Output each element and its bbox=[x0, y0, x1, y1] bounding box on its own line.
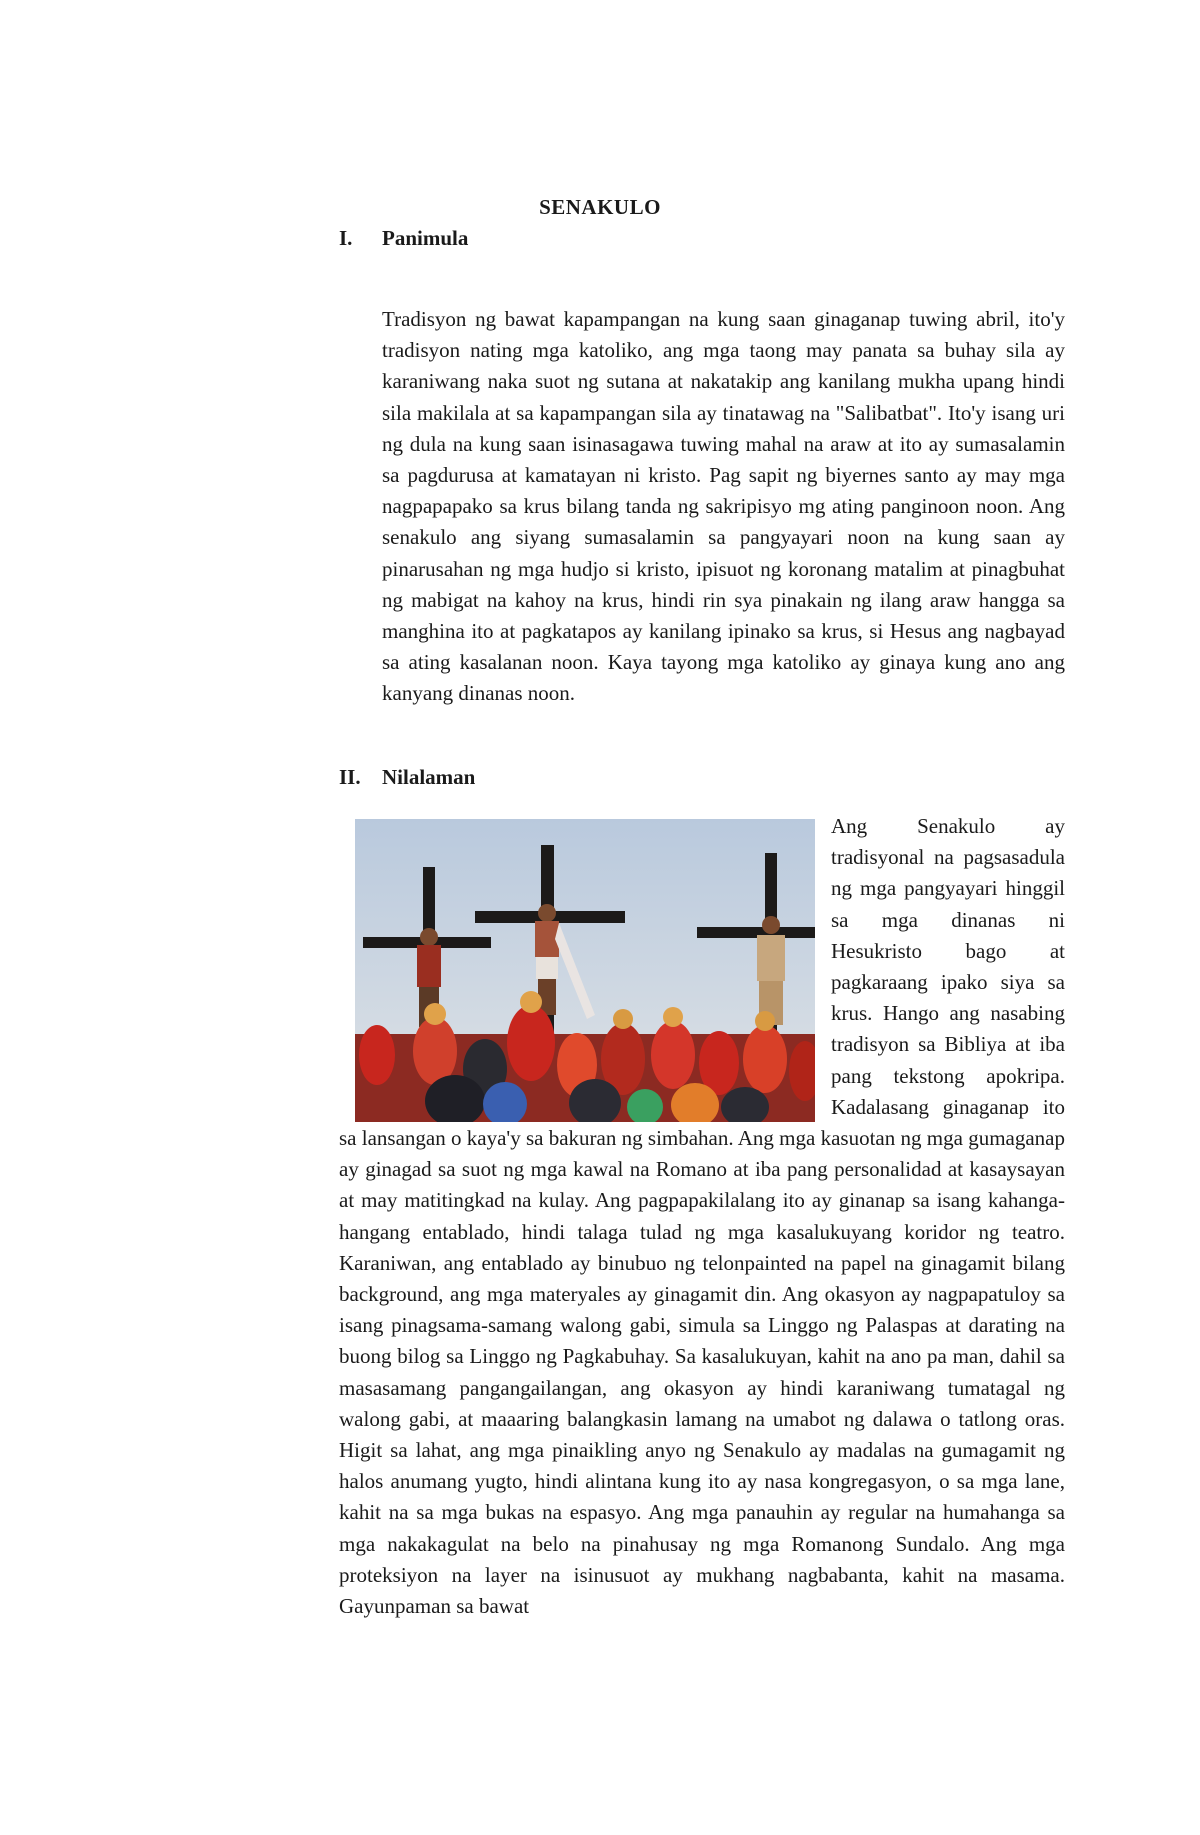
nilalaman-paragraph: Ang Senakulo ay tradisyonal na pagsasadula ng mga pangyayari hinggil sa mga dinanas ni Hesukristo bago at pagkaraang ipako siya sa krus. Hango ang nasabing tradisyon sa Bibliya at iba pang tekstong apokripa. Kadalasang ginaganap ito sa lansangan o kaya'y sa bakuran ng simbahan. Ang mga kasuotan ng mga gumaganap ay ginagad sa suot ng mga kawal na Romano at iba pang personalidad at kasaysayan at may matitingkad na kulay. Ang pagpapakilalang ito ay ginanap sa isang kahanga-hangang entablado, hindi talaga tulad ng mga kasalukuyang koridor ng teatro. Karaniwan, ang entablado ay binubuo ng telonpainted na papel na ginagamit bilang background, ang mga materyales ay ginagamit din. Ang okasyon ay nagpapatuloy sa isang pinagsama-samang walong gabi, simula sa Linggo ng Palaspas at darating na buong bilog sa Linggo ng Pagkabuhay. Sa kasalukuyan, kahit na ano pa man, dahil sa masasamang pangangailangan, ang okasyon ay hindi karaniwang tumatagal ng walong gabi, at maaaring balangkasin lamang na umabot ng dalawa o tatlong oras. Higit sa lahat, ang mga pinaikling anyo ng Senakulo ay madalas na gumagamit ng halos anumang yugto, hindi alintana kung ito ay nasa kongregasyon, o sa mga lane, kahit na sa mga bukas na espasyo. Ang mga panauhin ay regular na humahanga sa mga nakakagulat na belo na pinahusay ng mga Romanong Sundalo. Ang mga proteksiyon na layer na isinusuot ay mukhang nagbabanta, kahit na masama. Gayunpaman sa bawat bbox=[339, 814, 1065, 1619]
section-heading-nilalaman bbox=[339, 765, 475, 790]
section-number: II. bbox=[339, 765, 361, 789]
section-heading-panimula bbox=[339, 226, 468, 251]
section-heading-text: Panimula bbox=[382, 226, 469, 250]
nilalaman-block bbox=[339, 811, 1065, 1622]
panimula-paragraph: Tradisyon ng bawat kapampangan na kung saan ginaganap tuwing abril, ito'y tradisyon nating mga katoliko, ang mga taong may panata sa buhay sila ay karaniwang naka suot ng sutana at nakatakip ang kanilang mukha upang hindi sila makilala at sa kapampangan sila ay tinatawag na "Salibatbat". Ito'y isang uri ng dula na kung saan isinasagawa tuwing mahal na araw at ito ay sumasalamin sa pagdurusa at kamatayan ni kristo. Pag sapit ng biyernes santo ay may mga nagpapapako sa krus bilang tanda ng sakripisyo mg ating panginoon noon. Ang senakulo ang siyang sumasalamin sa pangyayari noon na kung saan ay pinarusahan ng mga hudjo si kristo, ipisuot ng koronang matalim at pinagbuhat ng mabigat na kahoy na krus, hindi rin sya pinakain ng ilang araw hangga sa manghina ito at pagkatapos ay kanilang ipinako sa krus, si Hesus ang nagbayad sa ating kasalanan noon. Kaya tayong mga katoliko ay ginaya kung ano ang kanyang dinanas noon. bbox=[382, 307, 1065, 706]
section-heading-text: Nilalaman bbox=[382, 765, 476, 789]
document-title: SENAKULO bbox=[539, 195, 661, 219]
section-number: I. bbox=[339, 226, 353, 250]
crucifixion-illustration bbox=[355, 819, 815, 1122]
crucifixion-photo bbox=[355, 819, 815, 1122]
